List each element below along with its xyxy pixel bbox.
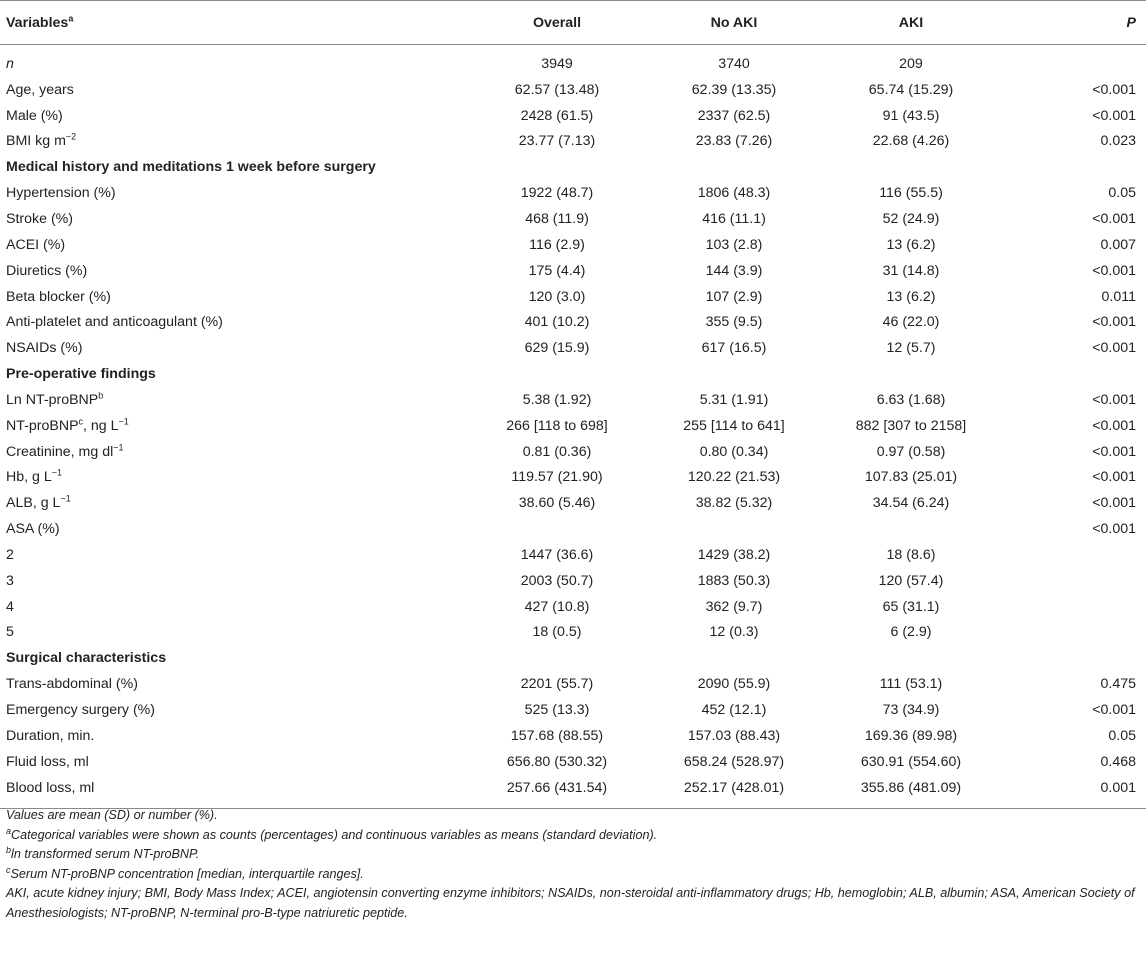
- cell-p: 0.011: [1101, 288, 1136, 305]
- table-row-diuretics: [0, 258, 1146, 284]
- cell-no-aki: 12 (0.3): [709, 624, 759, 641]
- table-row-creatinine: [0, 439, 1146, 465]
- cell-aki: 52 (24.9): [882, 210, 940, 227]
- cell-p: [1000, 542, 1146, 568]
- table-row-n: [0, 45, 1146, 77]
- cell-aki: 34.54 (6.24): [872, 495, 950, 512]
- cell-aki: 18 (8.6): [886, 546, 936, 563]
- cell-p: <0.001: [1092, 210, 1136, 227]
- table-row-emergency: [0, 697, 1146, 723]
- cell-overall: 257.66 (431.54): [468, 775, 646, 809]
- cell-p: [1000, 45, 1146, 77]
- cell-p: <0.001: [1092, 443, 1136, 460]
- cell-p: 0.007: [1100, 236, 1136, 253]
- cell-no-aki: 1429 (38.2): [697, 546, 771, 563]
- row-label: ALB, g $L^{-1}$: [6, 493, 71, 512]
- cell-p: <0.001: [1092, 469, 1136, 486]
- table-row-alb: [0, 490, 1146, 516]
- cell-no-aki: 2337 (62.5): [697, 107, 771, 124]
- table-row-age: [0, 77, 1146, 103]
- table-row-hypertension: [0, 180, 1146, 206]
- section-heading-medical-history: [0, 154, 1146, 180]
- table-footnotes: [6, 806, 1142, 924]
- cell-p: <0.001: [1092, 262, 1136, 279]
- cell-p: 0.001: [1000, 775, 1146, 809]
- cell-p: <0.001: [1092, 521, 1136, 538]
- cell-aki: 107.83 (25.01): [864, 469, 958, 486]
- cell-overall: 525 (13.3): [524, 702, 590, 719]
- cell-p: 0.468: [1100, 753, 1136, 770]
- table-row-duration: [0, 723, 1146, 749]
- table-row-nsaids: [0, 335, 1146, 361]
- row-label: 5: [6, 624, 14, 641]
- cell-no-aki: 38.82 (5.32): [695, 495, 773, 512]
- cell-no-aki: 120.22 (21.53): [687, 469, 781, 486]
- cell-overall: 2003 (50.7): [520, 572, 594, 589]
- cell-p: <0.001: [1092, 417, 1136, 434]
- cell-overall: 3949: [541, 55, 573, 72]
- section-title: Surgical characteristics: [6, 650, 167, 667]
- row-label: Anti-platelet and anticoagulant (%): [6, 314, 223, 331]
- table-row-asa-2: [0, 542, 1146, 568]
- cell-no-aki: 452 (12.1): [701, 702, 767, 719]
- table-row-antiplatelet: [0, 309, 1146, 335]
- cell-p: <0.001: [1092, 702, 1136, 719]
- row-label: Ln NT-proBNP$^b$: [6, 390, 104, 408]
- cell-no-aki: 62.39 (13.35): [691, 81, 777, 98]
- cell-no-aki: 0.80 (0.34): [699, 443, 769, 460]
- cell-overall: 0.81 (0.36): [522, 443, 592, 460]
- cell-no-aki: [646, 516, 822, 542]
- table-row-stroke: [0, 206, 1146, 232]
- cell-p: <0.001: [1092, 81, 1136, 98]
- header-variables: Variables$^a$: [0, 1, 468, 45]
- row-label: Emergency surgery (%): [6, 702, 156, 719]
- cell-overall: 18 (0.5): [532, 624, 582, 641]
- cell-overall: 119.57 (21.90): [511, 469, 603, 486]
- cell-no-aki: 103 (2.8): [705, 236, 763, 253]
- cell-p: [1000, 620, 1146, 646]
- table-row-beta-blocker: [0, 284, 1146, 310]
- row-label: 3: [6, 572, 14, 589]
- cell-no-aki: 416 (11.1): [702, 210, 766, 227]
- cell-overall: 401 (10.2): [524, 314, 590, 331]
- table-row-ln-ntprobnp: [0, 387, 1146, 413]
- cell-overall: 62.57 (13.48): [514, 81, 600, 98]
- cell-overall: 1447 (36.6): [520, 546, 594, 563]
- table-row-male: [0, 103, 1146, 129]
- cell-no-aki: 107 (2.9): [705, 288, 763, 305]
- cell-aki: 46 (22.0): [882, 314, 940, 331]
- cell-no-aki: 157.03 (88.43): [687, 727, 781, 744]
- cell-overall: 2428 (61.5): [520, 107, 594, 124]
- cell-overall: 157.68 (88.55): [510, 727, 604, 744]
- row-label: Blood loss, ml: [0, 775, 468, 809]
- cell-aki: 209: [899, 55, 923, 72]
- cell-no-aki: 255 [114 to 641]: [683, 417, 785, 434]
- table-row-asa-3: [0, 568, 1146, 594]
- cell-p: 0.023: [1100, 133, 1136, 150]
- table-row-bmi: [0, 129, 1146, 155]
- row-label: Stroke (%): [6, 210, 74, 227]
- cell-aki: 882 [307 to 2158]: [855, 417, 967, 434]
- cell-aki: 116 (55.5): [879, 185, 943, 202]
- cell-p: 0.05: [1108, 185, 1136, 202]
- row-label: NSAIDs (%): [6, 340, 83, 357]
- cell-no-aki: 1806 (48.3): [697, 185, 771, 202]
- cell-p: [1000, 594, 1146, 620]
- cell-overall: 656.80 (530.32): [506, 753, 608, 770]
- row-label: NT-proBNP$^c$, ng $L^{-1}$: [6, 416, 129, 434]
- row-label: ACEI (%): [6, 236, 66, 253]
- row-label: BMI kg $m^{-2}$: [6, 131, 77, 150]
- cell-aki: 12 (5.7): [886, 340, 936, 357]
- header-overall: Overall: [468, 1, 646, 45]
- row-label: Male (%): [6, 107, 63, 124]
- table-row-hb: [0, 465, 1146, 491]
- cell-p: <0.001: [1092, 314, 1136, 331]
- row-label: Hb, g $L^{-1}$: [6, 467, 63, 486]
- cell-aki: 120 (57.4): [878, 572, 944, 589]
- table-row-trans-abdominal: [0, 671, 1146, 697]
- cell-overall: 468 (11.9): [525, 210, 589, 227]
- cell-p: <0.001: [1092, 107, 1136, 124]
- cell-no-aki: 658.24 (528.97): [683, 753, 785, 770]
- row-label: Beta blocker (%): [6, 288, 111, 305]
- row-label: 2: [6, 546, 14, 563]
- footnote-values: Values are mean (SD) or number (%).: [6, 808, 218, 822]
- cell-overall: 2201 (55.7): [520, 676, 594, 693]
- table-row-asa: [0, 516, 1146, 542]
- cell-overall: 23.77 (7.13): [518, 133, 596, 150]
- cell-aki: 6.63 (1.68): [876, 391, 946, 408]
- cell-aki: [822, 516, 1000, 542]
- cell-aki: 65 (31.1): [882, 598, 940, 615]
- cell-aki: 22.68 (4.26): [872, 133, 950, 150]
- cell-aki: 111 (53.1): [879, 676, 943, 693]
- cell-no-aki: 355 (9.5): [705, 314, 763, 331]
- cell-aki: 65.74 (15.29): [868, 81, 954, 98]
- header-no-aki: No AKI: [646, 1, 822, 45]
- cell-no-aki: 23.83 (7.26): [695, 133, 773, 150]
- footnote-b: $^b$ln transformed serum NT-proBNP.: [6, 845, 200, 862]
- cell-no-aki: 252.17 (428.01): [646, 775, 822, 809]
- cell-no-aki: 1883 (50.3): [697, 572, 771, 589]
- cell-aki: 355.86 (481.09): [822, 775, 1000, 809]
- row-label: Creatinine, mg $dl^{-1}$: [6, 441, 124, 460]
- section-title: Medical history and meditations 1 week before surgery: [6, 159, 376, 176]
- cell-aki: 13 (6.2): [886, 236, 936, 253]
- cell-p: 0.475: [1100, 676, 1136, 693]
- row-label: ASA (%): [6, 521, 60, 538]
- section-heading-preoperative: [0, 361, 1146, 387]
- cell-overall: 266 [118 to 698]: [506, 417, 608, 434]
- row-label: 4: [6, 598, 14, 615]
- cell-overall: 629 (15.9): [524, 340, 590, 357]
- cell-no-aki: 362 (9.7): [705, 598, 763, 615]
- cell-no-aki: 144 (3.9): [705, 262, 763, 279]
- cell-no-aki: 2090 (55.9): [697, 676, 771, 693]
- cell-p: <0.001: [1092, 495, 1136, 512]
- row-label: n: [6, 55, 14, 72]
- table-header-row: [0, 1, 1146, 45]
- cell-p: [1000, 568, 1146, 594]
- footnote-a: $^a$Categorical variables were shown as counts (percentages) and continuous variables as means (standard deviation).: [6, 825, 658, 842]
- table-row-blood-loss: [0, 775, 1146, 809]
- header-aki: AKI: [822, 1, 1000, 45]
- table-row-asa-5: [0, 620, 1146, 646]
- cell-p: <0.001: [1092, 340, 1136, 357]
- row-label: Hypertension (%): [6, 185, 116, 202]
- cell-aki: 91 (43.5): [882, 107, 940, 124]
- table-row-fluid-loss: [0, 749, 1146, 775]
- cell-aki: 6 (2.9): [890, 624, 932, 641]
- cell-aki: 13 (6.2): [886, 288, 936, 305]
- cell-overall: [468, 516, 646, 542]
- cell-no-aki: 3740: [718, 55, 750, 72]
- row-label: Duration, min.: [6, 727, 95, 744]
- cell-overall: 175 (4.4): [528, 262, 586, 279]
- cell-overall: 116 (2.9): [529, 236, 585, 253]
- section-heading-surgical: [0, 645, 1146, 671]
- row-label: Trans-abdominal (%): [6, 676, 138, 693]
- cell-no-aki: 5.31 (1.91): [699, 391, 769, 408]
- row-label: Diuretics (%): [6, 262, 88, 279]
- footnote-c: $^c$Serum NT-proBNP concentration [median, interquartile ranges].: [6, 864, 364, 881]
- section-title: Pre-operative findings: [6, 366, 156, 383]
- cell-aki: 169.36 (89.98): [864, 727, 958, 744]
- table-row-asa-4: [0, 594, 1146, 620]
- cell-overall: 38.60 (5.46): [518, 495, 596, 512]
- row-label: Fluid loss, ml: [6, 753, 89, 770]
- cell-aki: 31 (14.8): [882, 262, 940, 279]
- row-label: Age, years: [6, 81, 74, 98]
- cell-p: <0.001: [1092, 391, 1136, 408]
- cell-p: 0.05: [1108, 727, 1136, 744]
- cell-overall: 1922 (48.7): [520, 185, 594, 202]
- cell-overall: 120 (3.0): [528, 288, 586, 305]
- table-row-ntprobnp: [0, 413, 1146, 439]
- cell-aki: 0.97 (0.58): [876, 443, 946, 460]
- cell-overall: 5.38 (1.92): [522, 391, 592, 408]
- table-row-acei: [0, 232, 1146, 258]
- cell-no-aki: 617 (16.5): [701, 340, 767, 357]
- cell-aki: 630.91 (554.60): [860, 753, 962, 770]
- cell-overall: 427 (10.8): [524, 598, 590, 615]
- footnote-abbreviations: AKI, acute kidney injury; BMI, Body Mass Index; ACEI, angiotensin converting enzyme inhibitors; NSAIDs, non-steroidal anti-inflammatory drugs; Hb, hemoglobin; ALB, albumin; ASA, American Society of Anesthesiologists; NT-proBNP, N-terminal pro-B-type natriuretic peptide.: [6, 886, 1135, 920]
- header-p-value: P: [1000, 1, 1146, 45]
- cell-aki: 73 (34.9): [882, 702, 940, 719]
